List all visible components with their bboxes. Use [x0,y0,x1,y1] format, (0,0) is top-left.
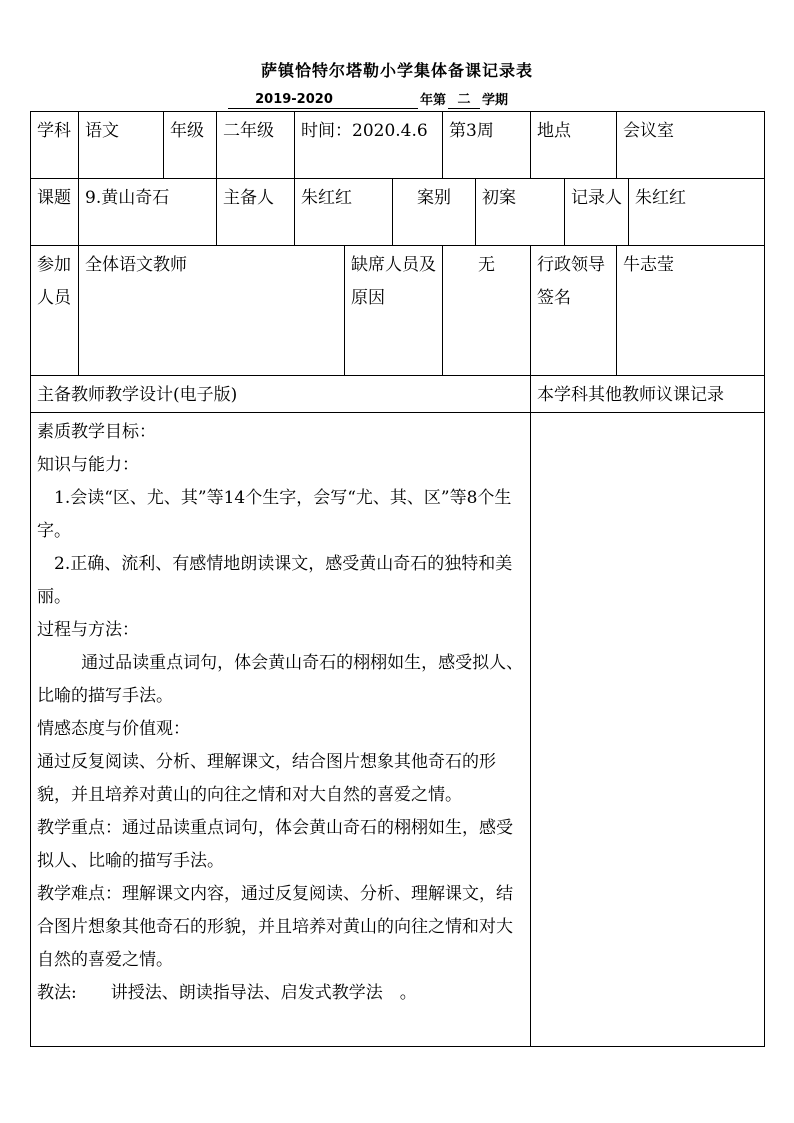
row-attendance [31,246,765,376]
attitude-text: 通过反复阅读、分析、理解课文，结合图片想象其他奇石的形貌，并且培养对黄山的向往之情和对大自然的喜爱之情。 [37,752,496,805]
process-label: 过程与方法： [37,620,139,640]
teaching-difficulty: 教学难点：理解课文内容，通过反复阅读、分析、理解课文，结合图片想象其他奇石的形貌，并且培养对黄山的向往之情和对大自然的喜爱之情。 [37,884,513,970]
lesson-record-table [30,111,765,1047]
subject-label: 学科 [31,112,79,179]
row-basic-info [31,112,765,179]
term-line [228,91,510,109]
attitude-label: 情感态度与价值观： [37,719,190,739]
row-topic [31,179,765,246]
underline-spacer [360,91,418,109]
year-suffix: 年第 [420,93,447,108]
place-label: 地点 [531,112,617,179]
row-section-headers [31,376,765,413]
knowledge-item-2: 2.正确、流利、有感情地朗读课文，感受黄山奇石的独特和美丽。 [37,554,513,607]
place-value: 会议室 [617,112,765,179]
subject-value: 语文 [79,112,164,179]
knowledge-item-1: 1.会读“区、尤、其”等14个生字，会写“尤、其、区”等8个生字。 [37,488,512,541]
week-value: 第3周 [443,112,531,179]
design-header: 主备教师教学设计(电子版) [31,376,531,413]
recorder-value: 朱红红 [629,179,765,246]
attendees-label: 参加人员 [31,246,79,376]
process-text: 通过品读重点词句，体会黄山奇石的栩栩如生，感受拟人、比喻的描写手法。 [37,653,524,706]
teaching-method: 教法: 讲授法、朗读指导法、启发式教学法 。 [37,983,417,1003]
admin-sign-value: 牛志莹 [617,246,765,376]
time-value: 时间：2020.4.6 [295,112,443,179]
topic-value: 9.黄山奇石 [79,179,217,246]
grade-value: 二年级 [217,112,295,179]
admin-sign-label: 行政领导签名 [531,246,617,376]
goals-label: 素质教学目标： [37,422,156,442]
notes-header: 本学科其他教师议课记录 [531,376,765,413]
topic-label: 课题 [31,179,79,246]
absent-value: 无 [443,246,531,376]
grade-label: 年级 [164,112,217,179]
term-suffix: 学期 [482,93,509,108]
row-content [31,413,765,1047]
knowledge-label: 知识与能力： [37,455,139,475]
document-title: 萨镇恰特尔塔勒小学集体备课记录表 [260,61,533,80]
lead-teacher-value: 朱红红 [295,179,393,246]
absent-label: 缺席人员及原因 [345,246,443,376]
school-year: 2019-2020 [228,91,360,109]
notes-content [531,413,765,1047]
lead-teacher-label: 主备人 [217,179,295,246]
teaching-focus: 教学重点：通过品读重点词句，体会黄山奇石的栩栩如生，感受拟人、比喻的描写手法。 [37,818,513,871]
design-content [31,413,531,1047]
recorder-label: 记录人 [565,179,629,246]
attendees-value: 全体语文教师 [79,246,345,376]
case-type-label: 案别 [393,179,476,246]
term-number: 二 [448,91,480,109]
case-type-value: 初案 [476,179,565,246]
